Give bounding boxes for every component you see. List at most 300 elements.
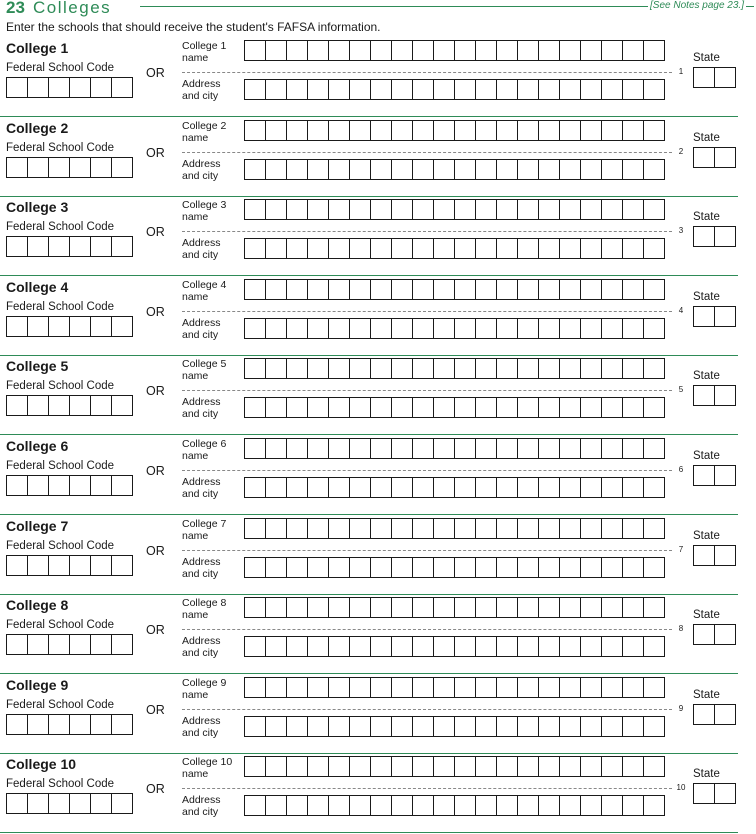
federal-school-code-char-box[interactable] <box>28 635 49 654</box>
federal-school-code-char-box[interactable] <box>70 237 91 256</box>
college-name-char-box[interactable] <box>350 757 371 776</box>
federal-school-code-char-box[interactable] <box>7 396 28 415</box>
college-name-char-box[interactable] <box>245 41 266 60</box>
state-boxes[interactable] <box>693 226 736 247</box>
federal-school-code-char-box[interactable] <box>112 476 133 495</box>
college-name-char-box[interactable] <box>476 439 497 458</box>
college-name-char-box[interactable] <box>434 439 455 458</box>
address-city-char-box[interactable] <box>329 717 350 736</box>
college-name-char-box[interactable] <box>602 678 623 697</box>
state-char-box[interactable] <box>694 307 715 326</box>
address-city-char-box[interactable] <box>644 239 665 258</box>
college-name-char-box[interactable] <box>539 121 560 140</box>
college-name-char-box[interactable] <box>560 757 581 776</box>
college-name-char-box[interactable] <box>392 280 413 299</box>
college-name-char-box[interactable] <box>371 280 392 299</box>
address-city-char-box[interactable] <box>602 637 623 656</box>
address-city-char-box[interactable] <box>434 160 455 179</box>
college-name-char-box[interactable] <box>350 519 371 538</box>
college-name-char-box[interactable] <box>455 121 476 140</box>
college-name-char-box[interactable] <box>392 757 413 776</box>
federal-school-code-char-box[interactable] <box>70 317 91 336</box>
college-name-char-box[interactable] <box>560 678 581 697</box>
college-name-char-box[interactable] <box>602 280 623 299</box>
address-city-char-box[interactable] <box>581 717 602 736</box>
address-city-char-box[interactable] <box>350 239 371 258</box>
college-name-char-box[interactable] <box>497 200 518 219</box>
address-city-char-box[interactable] <box>497 637 518 656</box>
federal-school-code-char-box[interactable] <box>91 158 112 177</box>
college-name-char-box[interactable] <box>539 359 560 378</box>
college-name-char-box[interactable] <box>329 678 350 697</box>
college-name-boxes[interactable] <box>244 756 665 777</box>
college-name-char-box[interactable] <box>371 41 392 60</box>
address-city-char-box[interactable] <box>308 80 329 99</box>
state-boxes[interactable] <box>693 306 736 327</box>
college-name-char-box[interactable] <box>560 121 581 140</box>
address-city-char-box[interactable] <box>518 398 539 417</box>
college-name-char-box[interactable] <box>308 439 329 458</box>
address-city-char-box[interactable] <box>413 319 434 338</box>
address-city-char-box[interactable] <box>476 160 497 179</box>
address-city-char-box[interactable] <box>266 558 287 577</box>
college-name-char-box[interactable] <box>413 598 434 617</box>
address-city-char-box[interactable] <box>497 558 518 577</box>
state-char-box[interactable] <box>694 625 715 644</box>
federal-school-code-char-box[interactable] <box>112 635 133 654</box>
college-name-char-box[interactable] <box>455 200 476 219</box>
college-name-char-box[interactable] <box>287 121 308 140</box>
address-city-char-box[interactable] <box>623 239 644 258</box>
federal-school-code-char-box[interactable] <box>7 794 28 813</box>
college-name-char-box[interactable] <box>413 359 434 378</box>
address-city-char-box[interactable] <box>581 558 602 577</box>
college-name-char-box[interactable] <box>644 519 665 538</box>
address-city-char-box[interactable] <box>581 478 602 497</box>
address-city-char-box[interactable] <box>518 558 539 577</box>
college-name-char-box[interactable] <box>266 519 287 538</box>
address-city-char-box[interactable] <box>539 80 560 99</box>
college-name-char-box[interactable] <box>329 757 350 776</box>
address-city-char-box[interactable] <box>539 796 560 815</box>
address-city-char-box[interactable] <box>539 319 560 338</box>
address-city-char-box[interactable] <box>287 160 308 179</box>
college-name-char-box[interactable] <box>623 439 644 458</box>
federal-school-code-boxes[interactable] <box>6 634 133 655</box>
address-city-char-box[interactable] <box>371 160 392 179</box>
college-name-char-box[interactable] <box>602 519 623 538</box>
address-city-char-box[interactable] <box>245 80 266 99</box>
federal-school-code-char-box[interactable] <box>7 556 28 575</box>
address-city-char-box[interactable] <box>392 637 413 656</box>
federal-school-code-boxes[interactable] <box>6 793 133 814</box>
college-name-char-box[interactable] <box>245 121 266 140</box>
college-name-char-box[interactable] <box>308 200 329 219</box>
address-city-char-box[interactable] <box>644 637 665 656</box>
federal-school-code-char-box[interactable] <box>91 794 112 813</box>
college-name-char-box[interactable] <box>623 519 644 538</box>
college-name-char-box[interactable] <box>644 41 665 60</box>
college-name-char-box[interactable] <box>308 280 329 299</box>
college-name-char-box[interactable] <box>623 121 644 140</box>
college-name-char-box[interactable] <box>413 121 434 140</box>
address-city-char-box[interactable] <box>287 478 308 497</box>
federal-school-code-char-box[interactable] <box>70 635 91 654</box>
federal-school-code-char-box[interactable] <box>49 78 70 97</box>
address-city-boxes[interactable] <box>244 318 665 339</box>
college-name-char-box[interactable] <box>518 200 539 219</box>
college-name-char-box[interactable] <box>350 678 371 697</box>
federal-school-code-char-box[interactable] <box>49 317 70 336</box>
address-city-char-box[interactable] <box>266 160 287 179</box>
address-city-char-box[interactable] <box>392 160 413 179</box>
address-city-char-box[interactable] <box>371 239 392 258</box>
address-city-boxes[interactable] <box>244 397 665 418</box>
address-city-char-box[interactable] <box>266 398 287 417</box>
address-city-char-box[interactable] <box>497 319 518 338</box>
state-boxes[interactable] <box>693 783 736 804</box>
college-name-boxes[interactable] <box>244 358 665 379</box>
address-city-char-box[interactable] <box>581 398 602 417</box>
address-city-char-box[interactable] <box>287 239 308 258</box>
college-name-char-box[interactable] <box>329 41 350 60</box>
address-city-boxes[interactable] <box>244 716 665 737</box>
address-city-char-box[interactable] <box>413 717 434 736</box>
address-city-char-box[interactable] <box>644 160 665 179</box>
college-name-char-box[interactable] <box>644 359 665 378</box>
address-city-char-box[interactable] <box>602 558 623 577</box>
state-char-box[interactable] <box>694 784 715 803</box>
address-city-char-box[interactable] <box>287 558 308 577</box>
college-name-boxes[interactable] <box>244 120 665 141</box>
address-city-boxes[interactable] <box>244 159 665 180</box>
college-name-char-box[interactable] <box>287 359 308 378</box>
federal-school-code-char-box[interactable] <box>91 237 112 256</box>
address-city-char-box[interactable] <box>329 319 350 338</box>
address-city-char-box[interactable] <box>455 717 476 736</box>
college-name-char-box[interactable] <box>623 359 644 378</box>
college-name-char-box[interactable] <box>266 439 287 458</box>
college-name-char-box[interactable] <box>623 678 644 697</box>
federal-school-code-char-box[interactable] <box>112 556 133 575</box>
address-city-char-box[interactable] <box>518 80 539 99</box>
address-city-char-box[interactable] <box>350 319 371 338</box>
college-name-char-box[interactable] <box>581 757 602 776</box>
college-name-char-box[interactable] <box>539 678 560 697</box>
address-city-char-box[interactable] <box>371 478 392 497</box>
address-city-char-box[interactable] <box>329 796 350 815</box>
college-name-char-box[interactable] <box>644 757 665 776</box>
state-char-box[interactable] <box>715 68 736 87</box>
address-city-char-box[interactable] <box>455 319 476 338</box>
college-name-char-box[interactable] <box>602 757 623 776</box>
address-city-char-box[interactable] <box>497 160 518 179</box>
address-city-char-box[interactable] <box>623 796 644 815</box>
federal-school-code-char-box[interactable] <box>91 476 112 495</box>
college-name-char-box[interactable] <box>476 121 497 140</box>
federal-school-code-boxes[interactable] <box>6 475 133 496</box>
address-city-char-box[interactable] <box>644 80 665 99</box>
college-name-char-box[interactable] <box>581 439 602 458</box>
address-city-char-box[interactable] <box>266 637 287 656</box>
college-name-boxes[interactable] <box>244 597 665 618</box>
college-name-char-box[interactable] <box>476 200 497 219</box>
college-name-char-box[interactable] <box>539 598 560 617</box>
state-char-box[interactable] <box>715 546 736 565</box>
address-city-char-box[interactable] <box>329 160 350 179</box>
college-name-char-box[interactable] <box>392 359 413 378</box>
address-city-char-box[interactable] <box>350 637 371 656</box>
address-city-char-box[interactable] <box>287 637 308 656</box>
college-name-char-box[interactable] <box>392 678 413 697</box>
college-name-char-box[interactable] <box>539 757 560 776</box>
college-name-char-box[interactable] <box>308 41 329 60</box>
address-city-char-box[interactable] <box>245 239 266 258</box>
address-city-char-box[interactable] <box>392 558 413 577</box>
address-city-char-box[interactable] <box>371 80 392 99</box>
address-city-char-box[interactable] <box>350 558 371 577</box>
college-name-char-box[interactable] <box>434 757 455 776</box>
college-name-char-box[interactable] <box>497 41 518 60</box>
federal-school-code-char-box[interactable] <box>91 78 112 97</box>
address-city-char-box[interactable] <box>497 796 518 815</box>
college-name-char-box[interactable] <box>518 598 539 617</box>
federal-school-code-char-box[interactable] <box>49 396 70 415</box>
college-name-char-box[interactable] <box>350 598 371 617</box>
address-city-char-box[interactable] <box>455 160 476 179</box>
address-city-char-box[interactable] <box>602 398 623 417</box>
college-name-char-box[interactable] <box>287 200 308 219</box>
address-city-char-box[interactable] <box>413 398 434 417</box>
federal-school-code-char-box[interactable] <box>28 556 49 575</box>
address-city-char-box[interactable] <box>518 160 539 179</box>
address-city-char-box[interactable] <box>371 717 392 736</box>
federal-school-code-char-box[interactable] <box>70 556 91 575</box>
college-name-char-box[interactable] <box>623 598 644 617</box>
college-name-char-box[interactable] <box>644 439 665 458</box>
address-city-char-box[interactable] <box>308 796 329 815</box>
college-name-char-box[interactable] <box>287 678 308 697</box>
federal-school-code-char-box[interactable] <box>28 78 49 97</box>
address-city-char-box[interactable] <box>392 478 413 497</box>
college-name-char-box[interactable] <box>266 200 287 219</box>
address-city-char-box[interactable] <box>623 478 644 497</box>
college-name-char-box[interactable] <box>476 678 497 697</box>
college-name-char-box[interactable] <box>308 121 329 140</box>
college-name-char-box[interactable] <box>392 200 413 219</box>
federal-school-code-boxes[interactable] <box>6 157 133 178</box>
address-city-boxes[interactable] <box>244 477 665 498</box>
federal-school-code-char-box[interactable] <box>91 556 112 575</box>
address-city-char-box[interactable] <box>497 478 518 497</box>
college-name-char-box[interactable] <box>497 359 518 378</box>
address-city-char-box[interactable] <box>392 717 413 736</box>
address-city-char-box[interactable] <box>434 319 455 338</box>
college-name-char-box[interactable] <box>476 359 497 378</box>
college-name-char-box[interactable] <box>287 439 308 458</box>
federal-school-code-char-box[interactable] <box>28 158 49 177</box>
address-city-char-box[interactable] <box>329 239 350 258</box>
address-city-char-box[interactable] <box>539 239 560 258</box>
address-city-char-box[interactable] <box>581 319 602 338</box>
federal-school-code-boxes[interactable] <box>6 77 133 98</box>
federal-school-code-char-box[interactable] <box>112 237 133 256</box>
state-boxes[interactable] <box>693 465 736 486</box>
address-city-char-box[interactable] <box>266 319 287 338</box>
college-name-char-box[interactable] <box>602 359 623 378</box>
federal-school-code-boxes[interactable] <box>6 555 133 576</box>
college-name-char-box[interactable] <box>560 41 581 60</box>
address-city-char-box[interactable] <box>434 558 455 577</box>
college-name-char-box[interactable] <box>350 121 371 140</box>
federal-school-code-char-box[interactable] <box>112 715 133 734</box>
college-name-char-box[interactable] <box>371 439 392 458</box>
address-city-char-box[interactable] <box>560 717 581 736</box>
address-city-char-box[interactable] <box>476 796 497 815</box>
college-name-char-box[interactable] <box>560 359 581 378</box>
college-name-char-box[interactable] <box>581 359 602 378</box>
address-city-boxes[interactable] <box>244 79 665 100</box>
address-city-char-box[interactable] <box>581 637 602 656</box>
address-city-char-box[interactable] <box>455 796 476 815</box>
address-city-char-box[interactable] <box>266 796 287 815</box>
address-city-char-box[interactable] <box>602 478 623 497</box>
college-name-char-box[interactable] <box>371 598 392 617</box>
federal-school-code-char-box[interactable] <box>70 158 91 177</box>
college-name-char-box[interactable] <box>602 439 623 458</box>
college-name-char-box[interactable] <box>455 757 476 776</box>
college-name-char-box[interactable] <box>287 598 308 617</box>
college-name-boxes[interactable] <box>244 40 665 61</box>
address-city-char-box[interactable] <box>308 398 329 417</box>
state-char-box[interactable] <box>715 784 736 803</box>
college-name-char-box[interactable] <box>560 200 581 219</box>
college-name-char-box[interactable] <box>644 121 665 140</box>
college-name-boxes[interactable] <box>244 279 665 300</box>
address-city-char-box[interactable] <box>560 398 581 417</box>
address-city-char-box[interactable] <box>287 796 308 815</box>
address-city-char-box[interactable] <box>287 319 308 338</box>
federal-school-code-char-box[interactable] <box>7 715 28 734</box>
college-name-char-box[interactable] <box>560 439 581 458</box>
college-name-char-box[interactable] <box>497 678 518 697</box>
address-city-char-box[interactable] <box>329 398 350 417</box>
college-name-char-box[interactable] <box>644 678 665 697</box>
college-name-char-box[interactable] <box>581 200 602 219</box>
college-name-char-box[interactable] <box>560 280 581 299</box>
state-char-box[interactable] <box>694 227 715 246</box>
college-name-char-box[interactable] <box>308 519 329 538</box>
address-city-char-box[interactable] <box>308 319 329 338</box>
address-city-char-box[interactable] <box>602 796 623 815</box>
federal-school-code-char-box[interactable] <box>91 715 112 734</box>
state-char-box[interactable] <box>694 705 715 724</box>
address-city-char-box[interactable] <box>539 637 560 656</box>
address-city-char-box[interactable] <box>266 239 287 258</box>
address-city-char-box[interactable] <box>434 478 455 497</box>
college-name-char-box[interactable] <box>245 359 266 378</box>
college-name-char-box[interactable] <box>266 678 287 697</box>
college-name-char-box[interactable] <box>266 280 287 299</box>
address-city-char-box[interactable] <box>287 80 308 99</box>
address-city-char-box[interactable] <box>455 239 476 258</box>
address-city-char-box[interactable] <box>371 319 392 338</box>
address-city-char-box[interactable] <box>623 637 644 656</box>
college-name-char-box[interactable] <box>371 519 392 538</box>
federal-school-code-char-box[interactable] <box>70 715 91 734</box>
address-city-char-box[interactable] <box>518 478 539 497</box>
address-city-boxes[interactable] <box>244 795 665 816</box>
address-city-char-box[interactable] <box>497 80 518 99</box>
college-name-char-box[interactable] <box>455 280 476 299</box>
college-name-char-box[interactable] <box>245 439 266 458</box>
college-name-char-box[interactable] <box>266 757 287 776</box>
address-city-char-box[interactable] <box>413 239 434 258</box>
college-name-char-box[interactable] <box>371 678 392 697</box>
college-name-char-box[interactable] <box>518 41 539 60</box>
college-name-char-box[interactable] <box>476 519 497 538</box>
college-name-char-box[interactable] <box>413 200 434 219</box>
address-city-char-box[interactable] <box>266 80 287 99</box>
college-name-char-box[interactable] <box>287 519 308 538</box>
address-city-char-box[interactable] <box>518 637 539 656</box>
address-city-char-box[interactable] <box>560 796 581 815</box>
college-name-char-box[interactable] <box>392 598 413 617</box>
college-name-char-box[interactable] <box>497 598 518 617</box>
address-city-char-box[interactable] <box>308 160 329 179</box>
address-city-char-box[interactable] <box>602 160 623 179</box>
college-name-boxes[interactable] <box>244 518 665 539</box>
address-city-char-box[interactable] <box>644 796 665 815</box>
college-name-char-box[interactable] <box>602 598 623 617</box>
state-char-box[interactable] <box>694 386 715 405</box>
address-city-char-box[interactable] <box>287 717 308 736</box>
college-name-char-box[interactable] <box>413 439 434 458</box>
address-city-char-box[interactable] <box>539 398 560 417</box>
state-boxes[interactable] <box>693 704 736 725</box>
address-city-char-box[interactable] <box>413 478 434 497</box>
address-city-char-box[interactable] <box>245 558 266 577</box>
college-name-char-box[interactable] <box>245 280 266 299</box>
address-city-boxes[interactable] <box>244 636 665 657</box>
college-name-char-box[interactable] <box>434 519 455 538</box>
address-city-char-box[interactable] <box>329 637 350 656</box>
address-city-char-box[interactable] <box>245 637 266 656</box>
address-city-char-box[interactable] <box>350 398 371 417</box>
address-city-char-box[interactable] <box>581 160 602 179</box>
college-name-char-box[interactable] <box>581 519 602 538</box>
state-char-box[interactable] <box>715 148 736 167</box>
college-name-char-box[interactable] <box>392 41 413 60</box>
college-name-char-box[interactable] <box>329 200 350 219</box>
federal-school-code-char-box[interactable] <box>7 635 28 654</box>
address-city-char-box[interactable] <box>392 319 413 338</box>
address-city-char-box[interactable] <box>476 239 497 258</box>
federal-school-code-char-box[interactable] <box>70 78 91 97</box>
federal-school-code-char-box[interactable] <box>7 476 28 495</box>
federal-school-code-char-box[interactable] <box>91 396 112 415</box>
college-name-char-box[interactable] <box>350 280 371 299</box>
address-city-char-box[interactable] <box>539 160 560 179</box>
address-city-char-box[interactable] <box>434 239 455 258</box>
college-name-char-box[interactable] <box>329 439 350 458</box>
address-city-char-box[interactable] <box>287 398 308 417</box>
federal-school-code-char-box[interactable] <box>28 317 49 336</box>
college-name-char-box[interactable] <box>308 757 329 776</box>
college-name-char-box[interactable] <box>413 41 434 60</box>
address-city-char-box[interactable] <box>476 478 497 497</box>
college-name-char-box[interactable] <box>329 519 350 538</box>
